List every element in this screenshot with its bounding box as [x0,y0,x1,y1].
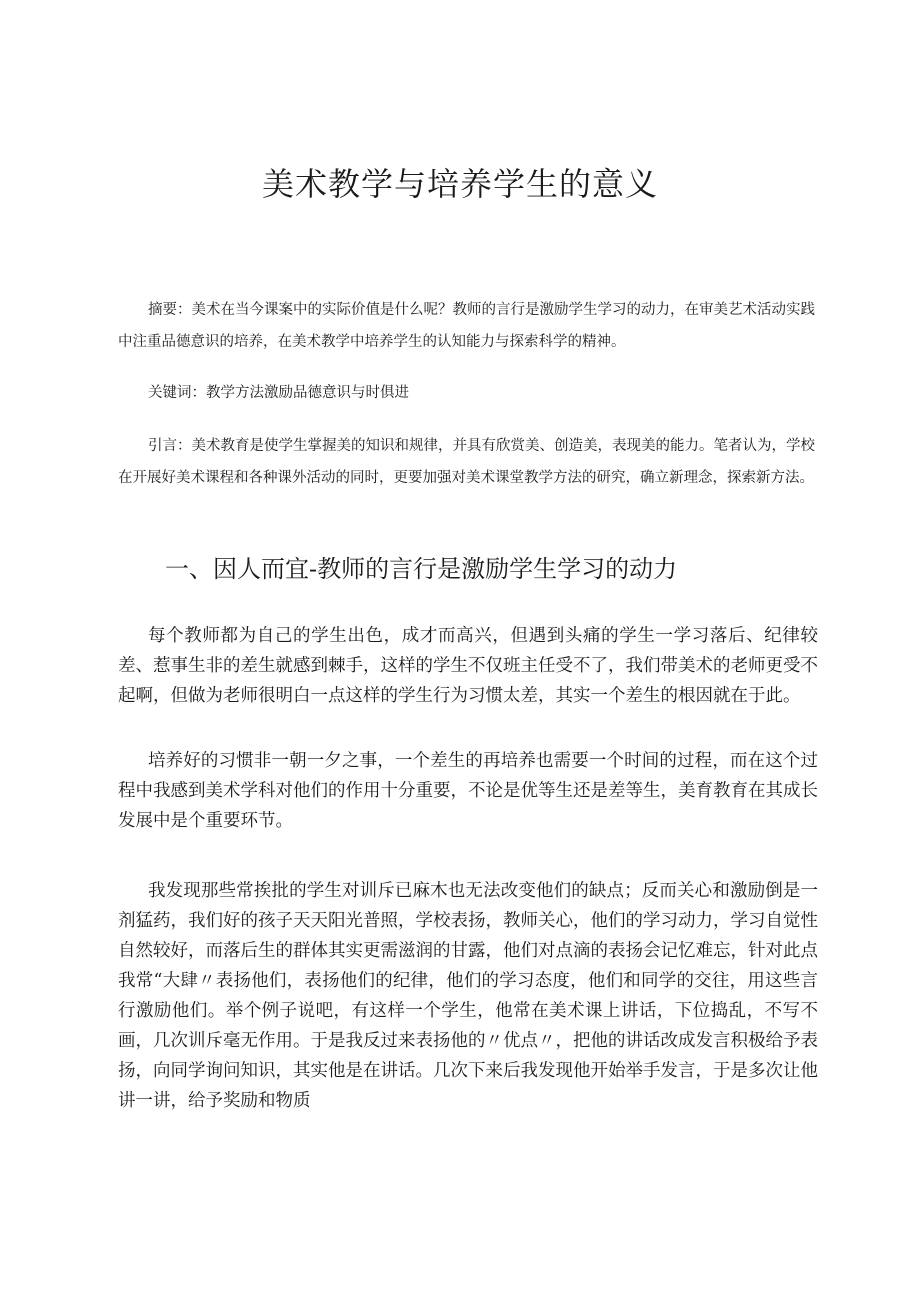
body-paragraph: 我发现那些常挨批的学生对训斥已麻木也无法改变他们的缺点；反而关心和激励倒是一剂猛药，我们好的孩子天天阳光普照，学校表扬，教师关心，他们的学习动力，学习自觉性自然较好，而落后生的群体其实更需滋润的甘露，他们对点滴的表扬会记忆难忘，针对此点我常“大肆〃表扬他们，表扬他们的纪律，他们的学习态度，他们和同学的交往，用这些言行激励他们。举个例子说吧，有这样一个学生，他常在美术课上讲话，下位捣乱，不写不画，几次训斥毫无作用。于是我反过来表扬他的〃优点〃，把他的讲话改成发言积极给予表扬，向同学询问知识，其实他是在讲话。几次下来后我发现他开始举手发言，于是多次让他讲一讲，给予奖励和物质 [118,881,818,1111]
intro-paragraph: 引言：美术教育是使学生掌握美的知识和规律，并具有欣赏美、创造美，表现美的能力。笔者认为，学校在开展好美术课程和各种课外活动的同时，更要加强对美术课堂教学方法的研究，确立新理念，探索新方法。 [118,438,815,486]
document-title: 美术教学与培养学生的意义 [261,165,658,203]
abstract-paragraph: 摘要：美术在当今课案中的实际价值是什么呢？教师的言行是激励学生学习的动力，在审美艺术活动实践中注重品德意识的培养，在美术教学中培养学生的认知能力与探索科学的精神。 [118,302,815,350]
body-paragraph: 培养好的习惯非一朝一夕之事，一个差生的再培养也需要一个时间的过程，而在这个过程中我感到美术学科对他们的作用十分重要，不论是优等生还是差等生，美育教育在其成长发展中是个重要环节。 [118,751,818,831]
keywords-paragraph: 关键词：教学方法激励品德意识与时俱进 [148,385,409,401]
section-heading: 一、因人而宜-教师的言行是激励学生学习的动力 [165,555,678,583]
body-paragraph: 每个教师都为自己的学生出色，成才而高兴，但遇到头痛的学生一学习落后、纪律较差、惹事生非的差生就感到棘手，这样的学生不仅班主任受不了，我们带美术的老师更受不起啊，但做为老师很明白一点这样的学生行为习惯太差，其实一个差生的根因就在于此。 [118,626,818,706]
